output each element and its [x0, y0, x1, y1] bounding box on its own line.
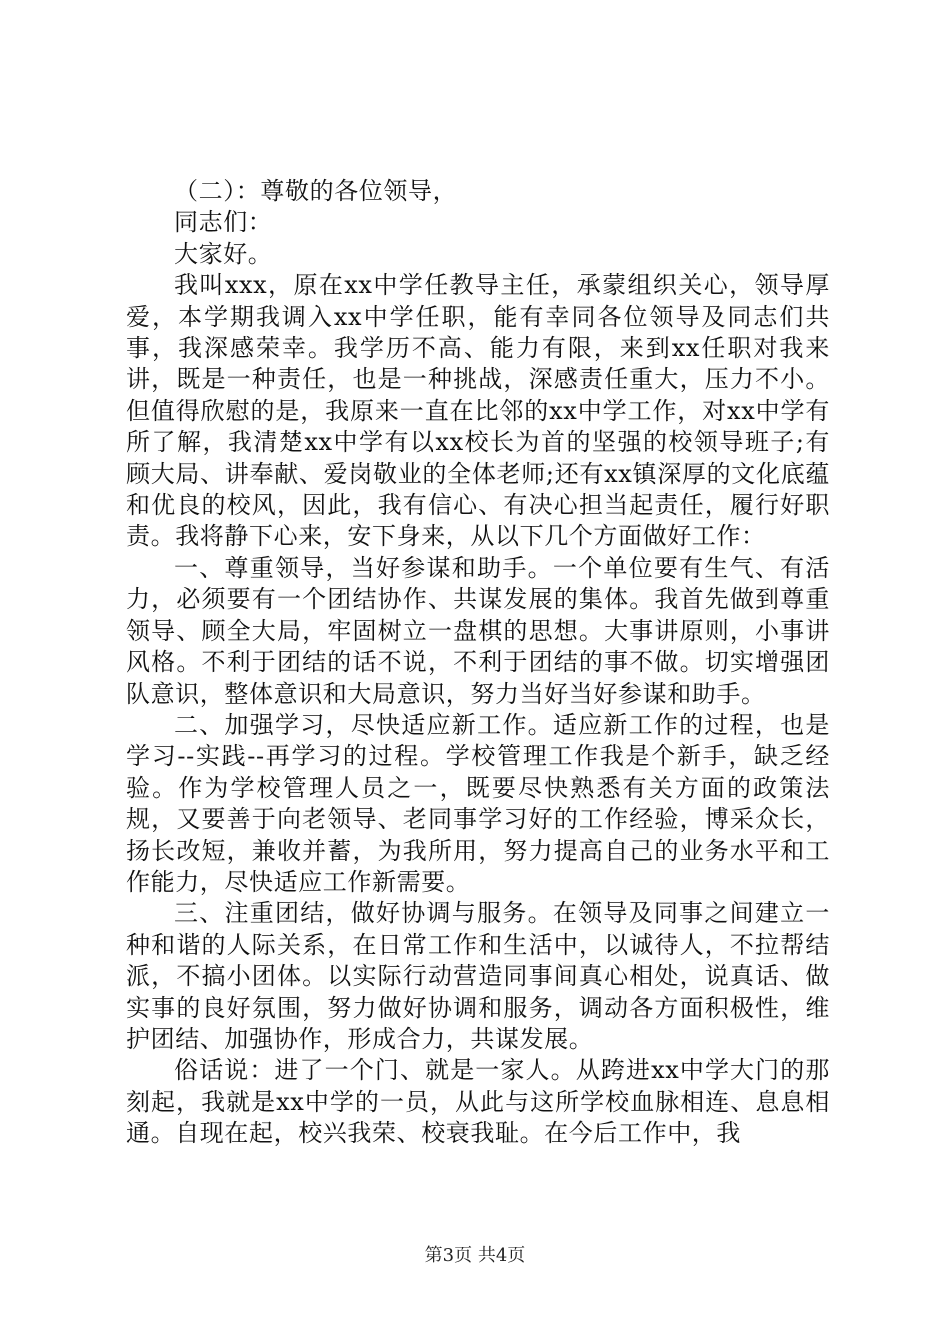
paragraph-greeting-hello: 大家好。: [174, 239, 273, 268]
paragraph-introduction: 我叫xxx，原在xx中学任教导主任，承蒙组织关心，领导厚爱，本学期我调入xx中学任职，能有幸同各位领导及同志们共事，我深感荣幸。我学历不高、能力有限，来到xx任职对我来讲，既是一种责任，也是一种挑战，深感责任重大，压力不小。但值得欣慰的是，我原来一直在比邻的xx中学工作，对xx中学有所了解，我清楚xx中学有以xx校长为首的坚强的校领导班子;有顾大局、讲奉献、爱岗敬业的全体老师;还有xx镇深厚的文化底蕴和优良的校风，因此，我有信心、有决心担当起责任，履行好职责。我将静下心来，安下身来，从以下几个方面做好工作：: [126, 271, 830, 551]
paragraph-point-two: 二、加强学习，尽快适应新工作。适应新工作的过程，也是学习--实践--再学习的过程。学校管理工作我是个新手，缺乏经验。作为学校管理人员之一，既要尽快熟悉有关方面的政策法规，又要善于向老领导、老同事学习好的工作经验，博采众长，扬长改短，兼收并蓄，为我所用，努力提高自己的业务水平和工作能力，尽快适应工作新需要。: [126, 710, 830, 896]
paragraph-point-three: 三、注重团结，做好协调与服务。在领导及同事之间建立一种和谐的人际关系，在日常工作和生活中，以诚待人，不拉帮结派，不搞小团体。以实际行动营造同事间真心相处，说真话、做实事的良好氛围，努力做好协调和服务，调动各方面积极性，维护团结、加强协作，形成合力，共谋发展。: [126, 899, 830, 1053]
paragraph-point-one: 一、尊重领导，当好参谋和助手。一个单位要有生气、有活力，必须要有一个团结协作、共谋发展的集体。我首先做到尊重领导、顾全大局，牢固树立一盘棋的思想。大事讲原则，小事讲风格。不利于团结的话不说，不利于团结的事不做。切实增强团队意识，整体意识和大局意识，努力当好当好参谋和助手。: [126, 553, 830, 708]
paragraph-closing: 俗话说：进了一个门、就是一家人。从跨进xx中学大门的那刻起，我就是xx中学的一员，从此与这所学校血脉相连、息息相通。自现在起，校兴我荣、校衰我耻。在今后工作中，我: [126, 1056, 830, 1148]
paragraph-salutation: （二）：尊敬的各位领导，: [174, 177, 458, 205]
document-body: [126, 176, 830, 1150]
paragraph-greeting-comrades: 同志们：: [174, 208, 273, 237]
page-number-footer: 第3页 共4页: [424, 1245, 526, 1266]
